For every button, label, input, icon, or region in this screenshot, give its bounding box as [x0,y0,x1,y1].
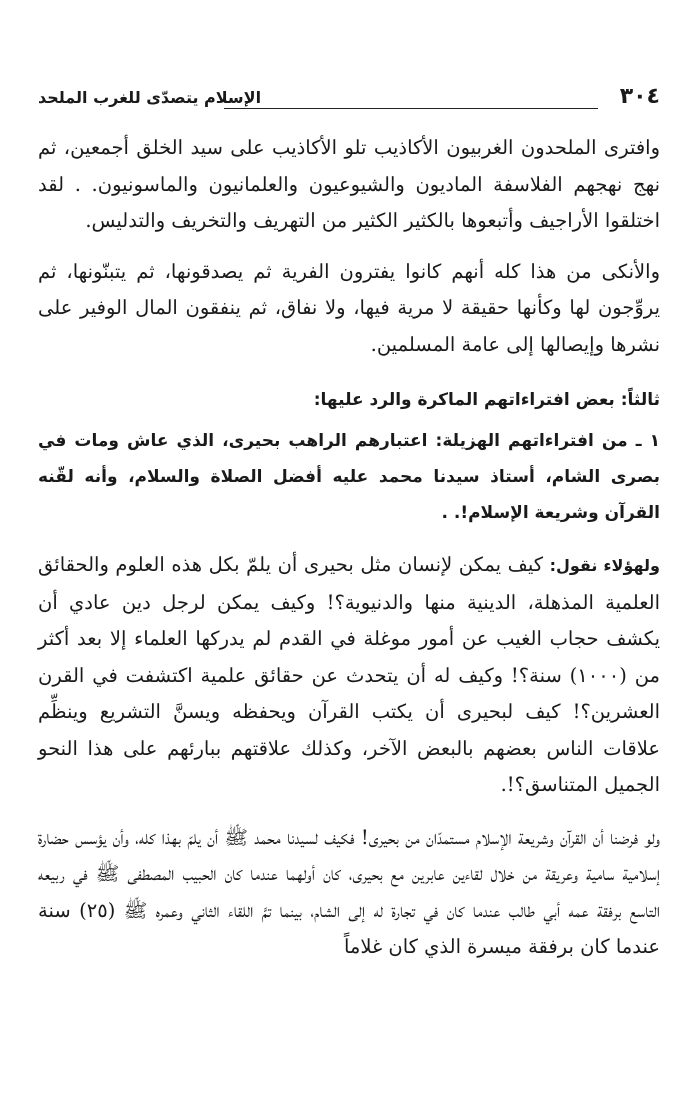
book-page [38,78,660,966]
header-rule [224,108,598,109]
paragraph-reply [38,547,660,804]
paragraph-worse: والأنكى من هذا كله أنهم كانوا يفترون الفرية ثم يصدقونها، ثم يتبنّونها، ثم يروِّجون لها وكأنها حقيقة لا مرية فيها، ولا نفاق، ثم ينفقون المال الوفير على نشرها وإيصالها إلى عامة المسلمين. [38,259,660,356]
running-title: الإسلام يتصدّى للغرب الملحد [38,88,262,107]
paragraph-fabrications: وافترى الملحدون الغربيون الأكاذيب تلو الأكاذيب على سيد الخلق أجمعين، ثم نهج نهجهم الفلاسفة الماديون والشيوعيون والعلمانيون والماسونيون. . لقد اختلقوا الأراجيف وأتبعوها بالكثير الكثير من التهريف والتخريف والتدليس. [38,136,660,232]
running-header [38,78,660,120]
section-heading: ثالثاً: بعض افتراءاتهم الماكرة والرد عليها: [313,390,660,410]
reply-lead: ولهؤلاء نقول: [549,556,661,575]
page-number: ٣٠٤ [619,84,660,109]
reply-text: كيف يمكن لإنسان مثل بحيرى أن يلمّ بكل هذه العلوم والحقائق العلمية المذهلة، الدينية منها والدنيوية؟! وكيف يمكن لرجل دين عادي أن يكشف حجاب الغيب عن أمور موغلة في القدم لم يدركها العلماء إلا بعد أكثر من (١٠٠٠) سنة؟! وكيف له أن يتحدث عن حقائق علمية اكتشفت في القرن العشرين؟! كيف لبحيرى أن يكتب القرآن ويحفظه ويسنَّ التشريع وينظِّم علاقات الناس بعضهم بالبعض الآخر، وكذلك علاقتهم ببارئهم على هذا النحو الجميل المتناسق؟!. [38,553,660,796]
point-one: ١ ـ من افتراءاتهم الهزيلة: اعتبارهم الراهب بحيرى، الذي عاش ومات في بصرى الشام، أستاذ سيدنا محمد عليه أفضل الصلاة والسلام، وأنه لقّنه القرآن وشريعة الإسلام!. . [38,431,660,523]
paragraph-bahira: ولو فرضنا أن القرآن وشريعة الإسلام مستمدّان من بحيرى! فكيف لسيدنا محمد ﷺ أن يلمّ بهذا كله، وأن يؤسس حضارة إسلامية سامية وعريقة من خلال لقاءين عابرين مع بحيرى، كان أولهما عندما كان الحبيب المصطفى ﷺ في ربيعه التاسع برفقة عمه أبي طالب عندما كان في تجارة له إلى الشام، بينما تمَّ اللقاء الثاني وعمره ﷺ (٢٥) سنة عندما كان برفقة ميسرة الذي كان غلاماً [38,825,660,958]
